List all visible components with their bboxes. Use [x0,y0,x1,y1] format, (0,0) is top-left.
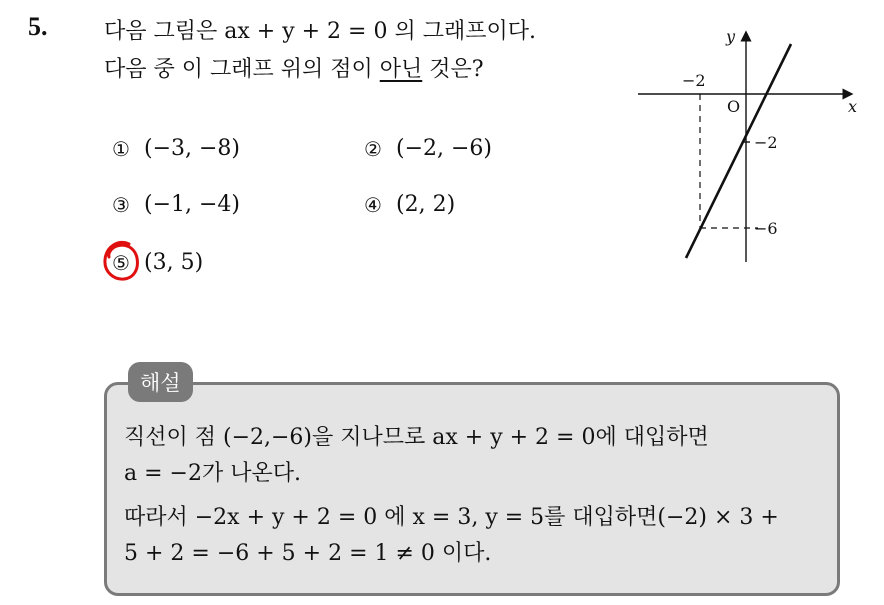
option-4-value: (2, 2) [396,192,456,217]
option-2-value: (−2, −6) [396,136,493,161]
option-3[interactable] [108,192,240,217]
answer-circle-mark [102,238,140,282]
option-3-value: (−1, −4) [144,192,241,217]
option-2[interactable] [360,136,492,161]
question-line-2-end: 것은? [422,57,484,82]
x-tick-label: −2 [682,71,706,90]
explanation-line-3: 따라서 −2x + y + 2 = 0 에 x = 3, y = 5를 대입하면(−2) × 3 + [124,505,779,530]
question-number: 5. [28,12,48,41]
underlined-word: 아닌 [379,57,423,82]
question-line-2 [104,52,484,83]
explanation-line-4: 5 + 2 = −6 + 5 + 2 = 1 ≠ 0 이다. [124,541,492,566]
option-1[interactable] [108,136,240,161]
option-4-marker: ④ [364,192,382,217]
option-1-marker: ① [112,136,130,161]
option-1-value: (−3, −8) [144,136,241,161]
y-tick-label-1: −2 [754,133,778,152]
question-line-2-start: 다음 중 이 그래프 위의 점이 [104,57,380,82]
option-5-marker: ⑤ [112,250,130,275]
explanation-line-2: a = −2가 나온다. [124,461,301,486]
option-5-value: (3, 5) [144,250,204,275]
question-line-1: 다음 그림은 ax + y + 2 = 0 의 그래프이다. [104,19,536,44]
x-axis-label: x [848,97,858,116]
option-3-marker: ③ [112,192,130,217]
option-4[interactable] [360,192,455,217]
explanation-line-1: 직선이 점 (−2,−6)을 지나므로 ax + y + 2 = 0에 대입하면 [124,425,709,450]
explanation-tag: 해설 [128,362,193,402]
origin-label: O [727,97,741,116]
linear-graph [630,22,880,272]
y-tick-label-2: −6 [754,219,778,238]
y-axis-label: y [726,27,736,46]
option-2-marker: ② [364,136,382,161]
